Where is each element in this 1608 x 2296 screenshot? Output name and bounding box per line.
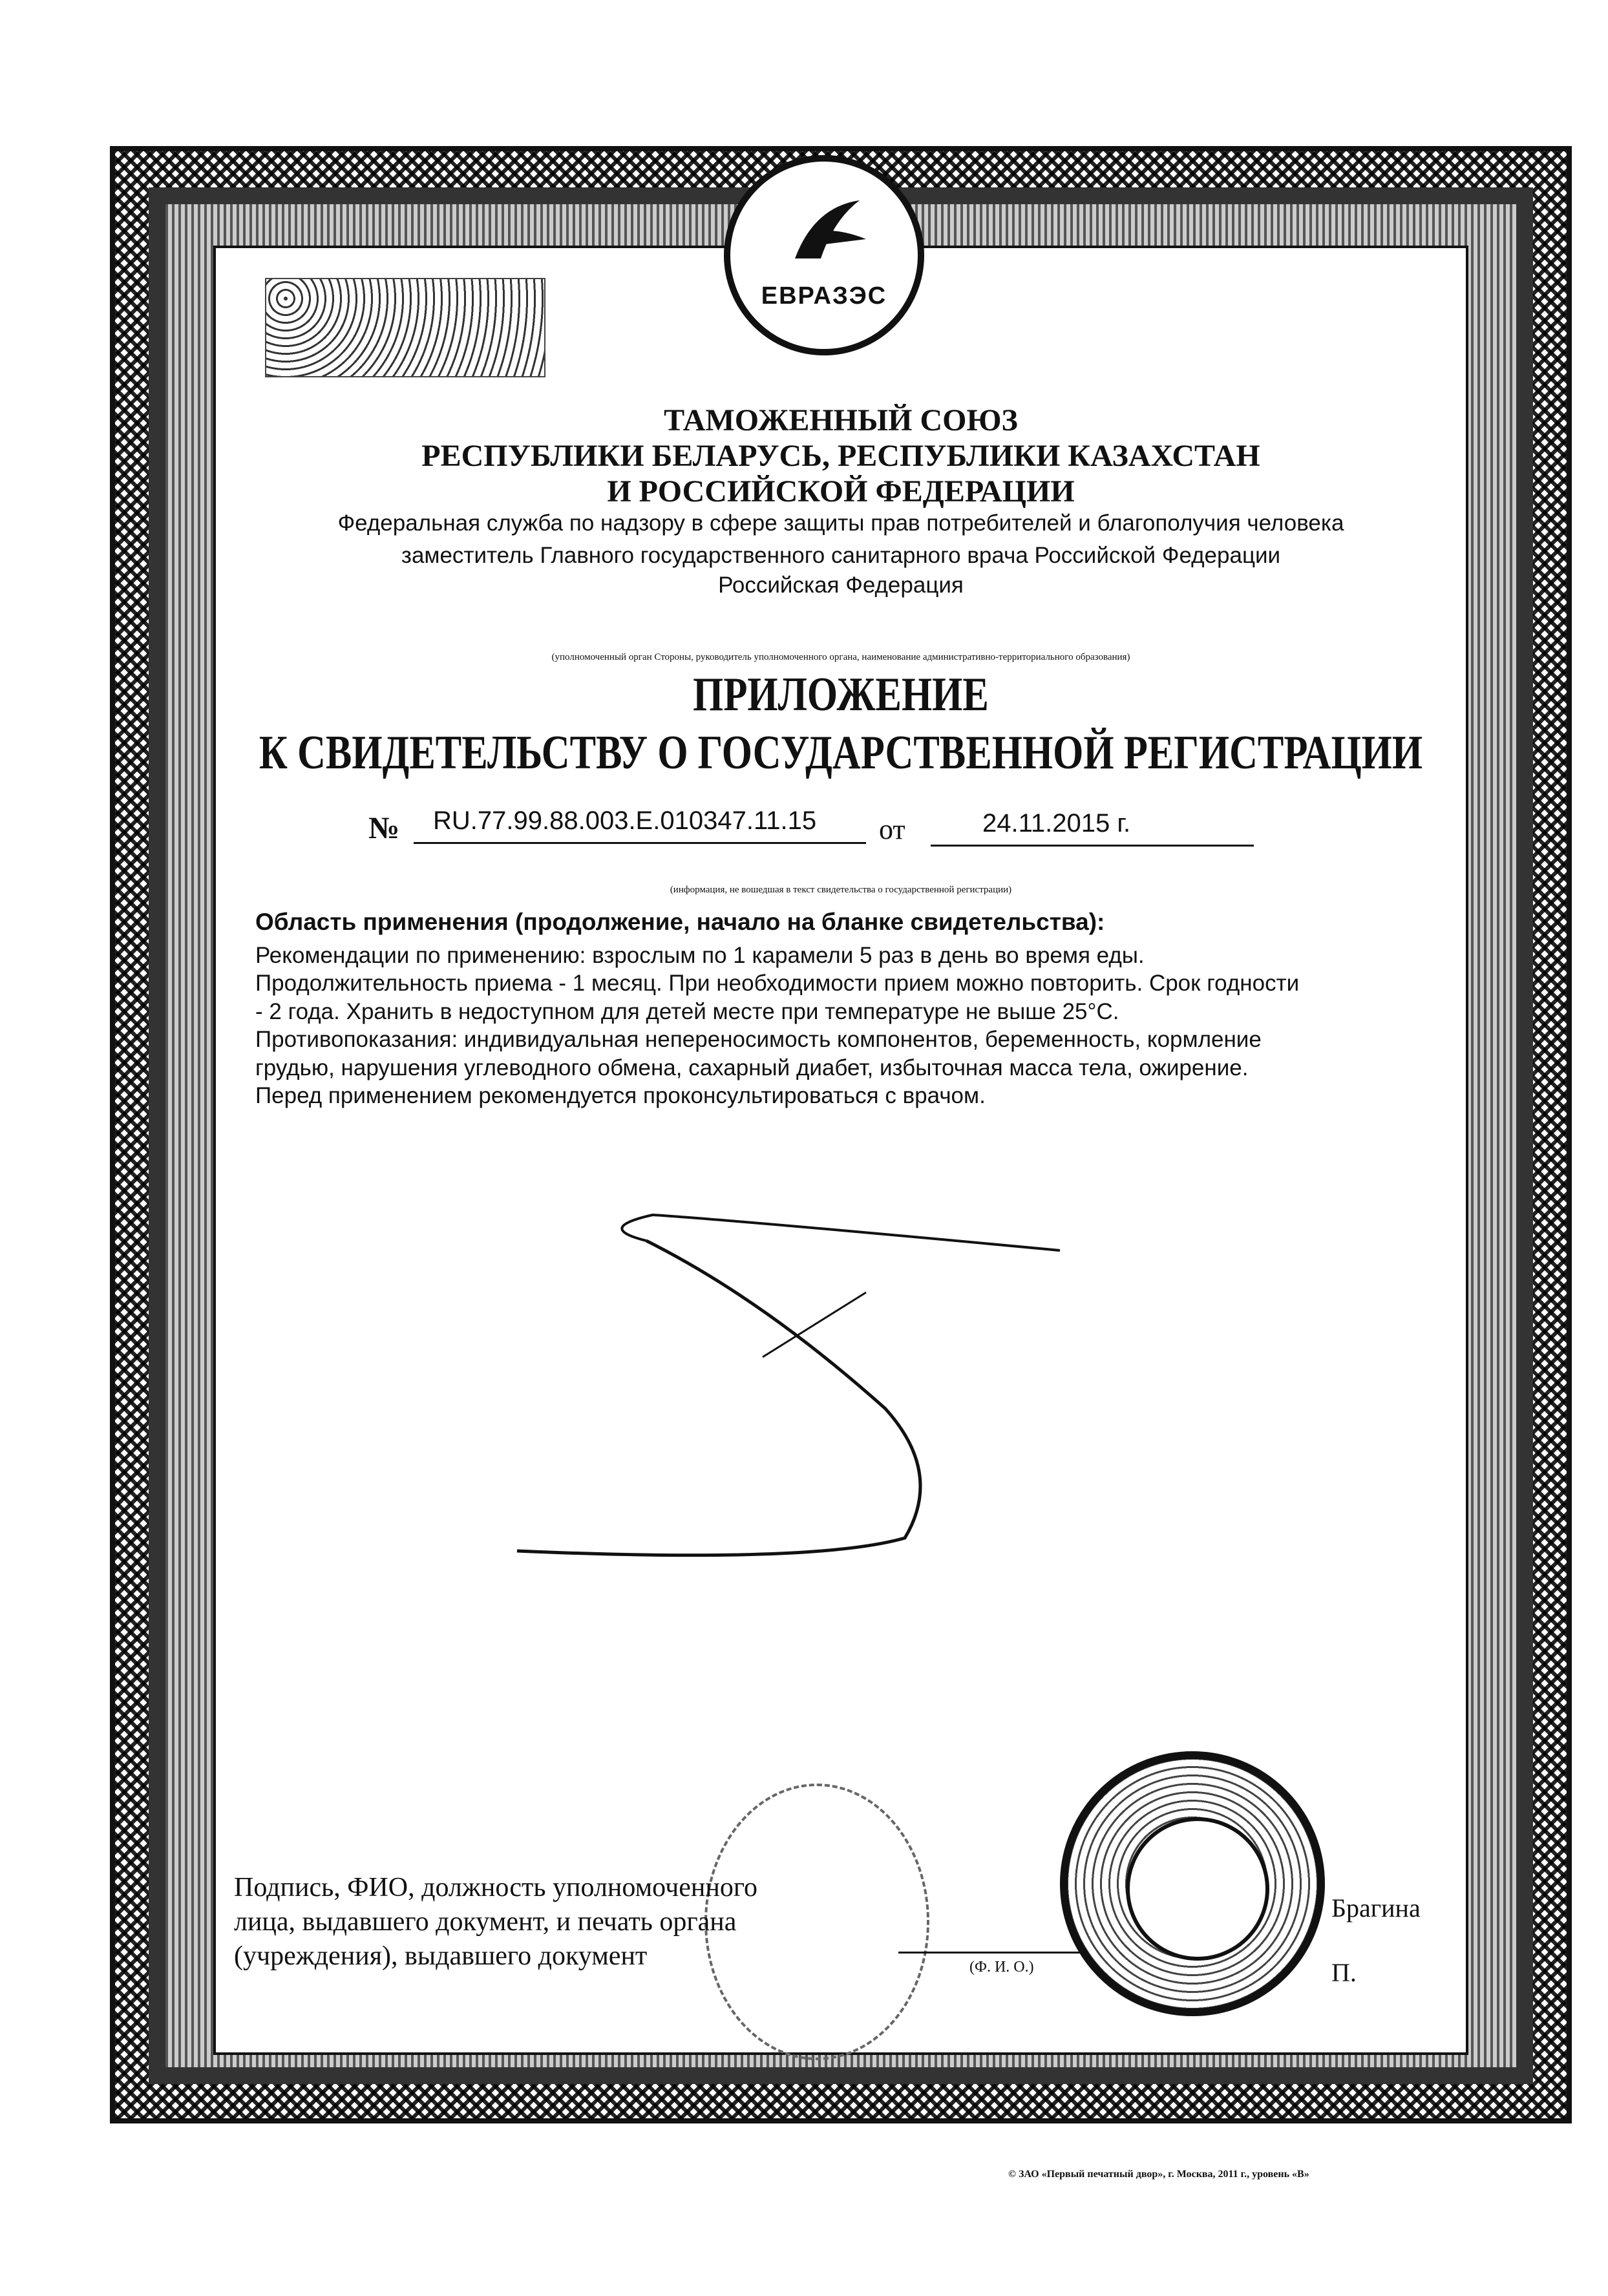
- document-subtitle: К СВИДЕТЕЛЬСТВУ О ГОСУДАРСТВЕННОЙ РЕГИСТРАЦИИ: [259, 726, 1423, 779]
- authority-caption: (уполномоченный орган Стороны, руководитель уполномоченного органа, наименование административно-территориального образования): [551, 652, 1130, 662]
- union-title-line3: И РОССИЙСКОЙ ФЕДЕРАЦИИ: [607, 474, 1075, 509]
- union-title-line2: РЕСПУБЛИКИ БЕЛАРУСЬ, РЕСПУБЛИКИ КАЗАХСТАН: [421, 439, 1260, 473]
- fio-caption: (Ф. И. О.): [969, 1959, 1034, 1975]
- union-title-line1: ТАМОЖЕННЫЙ СОЮЗ: [664, 403, 1018, 437]
- guilloche-pattern: [265, 278, 545, 377]
- registration-number: RU.77.99.88.003.E.010347.11.15: [433, 806, 817, 835]
- eurasec-logo: [724, 155, 924, 355]
- logo-text: ЕВРАЗЭС: [761, 282, 887, 310]
- body-line: грудью, нарушения углеводного обмена, сахарный диабет, избыточная масса тела, ожирение.: [255, 1055, 1249, 1080]
- signature-caption: [234, 1871, 757, 1974]
- signature-caption-line: Подпись, ФИО, должность уполномоченного: [234, 1873, 757, 1902]
- authority-line1: Федеральная служба по надзору в сфере защиты прав потребителей и благополучия человека: [337, 511, 1344, 536]
- body-line: Продолжительность приема - 1 месяц. При необходимости прием можно повторить. Срок годности: [255, 971, 1300, 996]
- registration-date: 24.11.2015 г.: [982, 809, 1131, 837]
- eurasec-emblem-icon: [782, 194, 873, 271]
- number-label: №: [368, 811, 400, 845]
- official-name: Брагина: [1331, 1893, 1421, 1922]
- application-text: [255, 908, 1419, 1110]
- registration-row: [368, 806, 1260, 850]
- signature-caption-line: лица, выдавшего документ, и печать органа: [234, 1907, 737, 1937]
- body-line: Перед применением рекомендуется проконсультироваться с врачом.: [255, 1083, 986, 1108]
- official-initial: П.: [1331, 1958, 1357, 1987]
- coat-of-arms-icon: [1126, 1817, 1269, 1961]
- authority-line3: Российская Федерация: [718, 573, 964, 598]
- handwritten-signature: [491, 1202, 1073, 1577]
- body-line: - 2 года. Хранить в недоступном для детей месте при температуре не выше 25°С.: [255, 998, 1119, 1024]
- document-title: ПРИЛОЖЕНИЕ: [693, 668, 989, 721]
- authority-line2: заместитель Главного государственного санитарного врача Российской Федерации: [401, 543, 1281, 568]
- body-line: Противопоказания: индивидуальная непереносимость компонентов, беременность, кормление: [255, 1027, 1262, 1052]
- info-caption: (информация, не вошедшая в текст свидетельства о государственной регистрации): [670, 885, 1012, 895]
- printer-footer: © ЗАО «Первый печатный двор», г. Москва, 2011 г., уровень «В»: [1008, 2169, 1309, 2180]
- date-underline: [931, 845, 1254, 847]
- body-line: Рекомендации по применению: взрослым по 1 карамели 5 раз в день во время еды.: [255, 942, 1145, 968]
- date-label: от: [879, 814, 905, 845]
- number-underline: [414, 842, 866, 844]
- application-lead: Область применения (продолжение, начало на бланке свидетельства):: [255, 909, 1105, 935]
- signature-caption-line: (учреждения), выдавшего документ: [234, 1941, 648, 1971]
- official-seal: [1060, 1751, 1325, 2016]
